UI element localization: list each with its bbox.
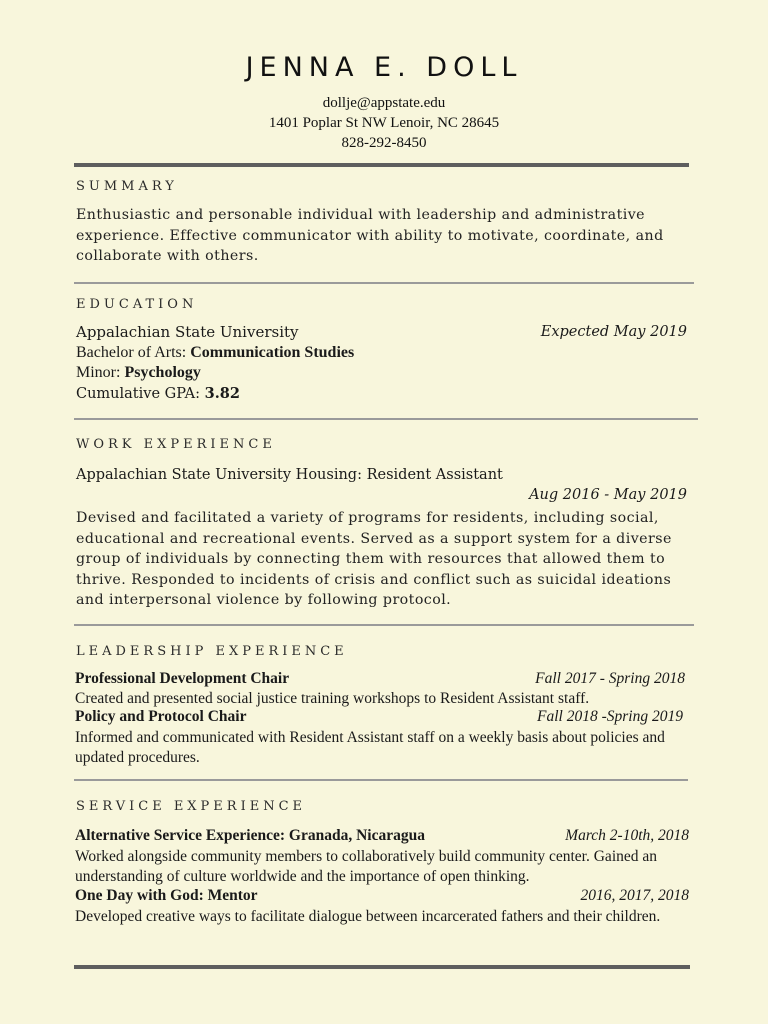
service-item-title: Alternative Service Experience: Granada, Nicaragua [75,827,425,844]
work-date: Aug 2016 - May 2019 [529,487,687,503]
service-item-title: One Day with God: Mentor [75,887,258,904]
education-date: Expected May 2019 [540,324,687,340]
service-item-date: March 2-10th, 2018 [565,827,689,844]
summary-heading: SUMMARY [76,179,178,194]
service-item-description: Worked alongside community members to collaboratively build community center. Gained an understanding of culture worldwide and the importance of open thinking. [75,848,658,885]
leadership-item-description: Informed and communicated with Resident Assistant staff on a weekly basis about policies and updated procedures. [75,729,665,766]
degree-line [76,344,354,362]
leadership-item-description: Created and presented social justice training workshops to Resident Assistant staff. [75,690,590,707]
work-heading: WORK EXPERIENCE [76,437,276,452]
leadership-heading: LEADERSHIP EXPERIENCE [76,644,348,659]
resume-name: JENNA E. DOLL [245,52,523,83]
footer-divider [74,965,690,969]
education-divider [74,418,698,420]
degree-label: Bachelor of Arts: [76,344,191,361]
school-name: Appalachian State University [76,323,299,341]
leadership-item-date: Fall 2018 -Spring 2019 [537,708,683,725]
minor-value: Psychology [124,364,201,381]
phone: 828-292-8450 [341,135,427,151]
service-item-date: 2016, 2017, 2018 [580,887,689,904]
work-divider [74,624,694,626]
minor-line [76,364,201,382]
header-divider [74,163,689,167]
address: 1401 Poplar St NW Lenoir, NC 28645 [268,115,500,131]
education-heading: EDUCATION [76,297,198,312]
summary-divider [74,282,694,284]
service-heading: SERVICE EXPERIENCE [76,799,307,814]
gpa-line [76,385,240,402]
gpa-value: 3.82 [204,385,240,402]
leadership-item-title: Policy and Protocol Chair [75,708,247,725]
summary-text: Enthusiastic and personable individual with leadership and administrative experience. Effective communicator with ability to motivate, coordinate, and collaborate with others. [76,207,664,264]
leadership-item-date: Fall 2017 - Spring 2018 [535,670,685,687]
degree-value: Communication Studies [190,344,355,361]
work-description: Devised and facilitated a variety of programs for residents, including social, educational and recreational events. Served as a support system for a diverse group of individuals by connecting them with resources that allowed them to thrive. Responded to incidents of crisis and conflict such as suicidal ideations and interpersonal violence by following protocol. [76,510,672,608]
leadership-divider [74,779,688,781]
work-title: Appalachian State University Housing: Resident Assistant [76,467,503,483]
email: dollje@appstate.edu [322,95,446,111]
leadership-item-title: Professional Development Chair [75,670,290,687]
minor-label: Minor: [76,364,125,381]
gpa-label: Cumulative GPA: [76,386,205,402]
service-item-description: Developed creative ways to facilitate dialogue between incarcerated fathers and their children. [75,908,661,925]
